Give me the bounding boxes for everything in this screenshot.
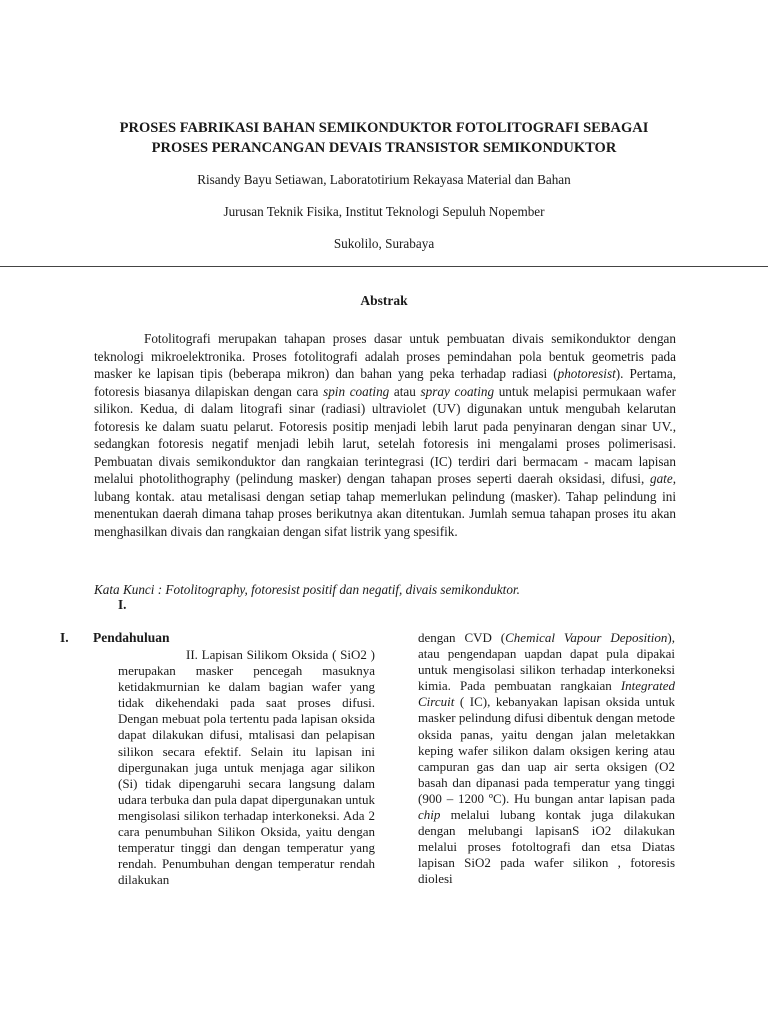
right-column-paragraph (418, 630, 675, 888)
section-title: Pendahuluan (93, 630, 170, 645)
body-emphasis: Integrated Circuit (418, 678, 675, 710)
abstract-emphasis: gate (649, 471, 673, 486)
header-divider (0, 266, 768, 267)
body-text: dengan CVD ( (418, 630, 506, 645)
title-line-1: PROSES FABRIKASI BAHAN SEMIKONDUKTOR FOTOLITOGRAFI SEBAGAI (119, 120, 649, 136)
right-column (418, 630, 675, 888)
abstract-text: , lubang kontak. atau metalisasi dengan setiap tahap memerlukan pelindung (masker). Tahap pelindung ini menentukan daerah dimana tahap proses berikutnya akan ditentukan. Jumlah semua tahapan proses itu akan menghasilkan divais dan rangkaian dengan sifat listrik yang spesifik. (94, 471, 676, 539)
body-text: ( IC), kebanyakan lapisan oksida untuk masker pelindung difusi dibentuk dengan metode oksida panas, yaitu dengan jalan meletakkan keping wafer silikon dalam oksigen kering atau campuran gas dan uap air serta oksigen (O2 basah dan dipanasi pada temperatur yang tinggi (900 – 1200 ºC). Hu bungan antar lapisan pada (418, 694, 675, 806)
section-number: I. (60, 630, 69, 645)
abstract-body (94, 330, 676, 540)
abstract-heading: Abstrak (360, 293, 408, 308)
paper-title (60, 118, 708, 158)
abstract-text: Fotolitografi merupakan tahapan proses dasar untuk pembuatan divais semikonduktor dengan teknologi mikroelektronika. Proses fotolitografi adalah proses pemindahan pola bentuk geometris pada masker ke lapisan tipis (beberapa mikron) dan bahan yang peka terhadap radiasi ( (94, 331, 676, 381)
body-emphasis: Chemical Vapour Deposition (505, 630, 668, 645)
stray-section-number: I. (118, 597, 127, 612)
abstract-text: ). Pertama, fotoresis biasanya dilapiskan dengan cara (94, 366, 676, 399)
abstract-emphasis: spin coating (323, 383, 390, 399)
department: Jurusan Teknik Fisika, Institut Teknologi Sepuluh Nopember (223, 204, 545, 219)
keywords: Kata Kunci : Fotolitography, fotoresist positif dan negatif, divais semikonduktor. (94, 582, 520, 597)
abstract-text: atau (389, 383, 421, 399)
abstract-emphasis: photoresist (557, 366, 616, 381)
abstract-text: untuk melapisi permukaan wafer silikon. Kedua, di dalam litografi sinar (radiasi) ultraviolet (UV) digunakan untuk mengubah kelarutan fotoresis ke dalam suatu pelarut. Fotoresis positip menjadi lebih larut pada penyinaran dengan sinar UV., sedangkan fotoresis negatif menjadi lebih larut, setelah fotoresis ini mengalami proses polimerisasi. Pembuatan divais semikonduktor dan rangkaian terintegrasi (IC) terdiri dari bermacam - macam lapisan melalui photolithography (pelindung masker) dengan tahapan proses seperti daerah oksidasi, difusi, (94, 383, 676, 486)
abstract-emphasis: spray coating (420, 383, 495, 399)
left-column-text: II. Lapisan Silikom Oksida ( SiO2 ) merupakan masker pencegah masuknya ketidakmurnian ke dalam bagian wafer yang tidak dikehendaki pada saat proses difusi. Dengan mebuat pola tertentu pada lapisan oksida dapat dilakukan difusi, mtalisasi dan pelapisan silikon secara efektif. Selain itu lapisan ini dipergunakan juga untuk menjaga agar silikon (Si) tidak dipengaruhi secara langsung dalam udara terbuka dan pula dapat dipergunakan untuk mengisolasi silikon terhadap interkoneksi. Ada 2 cara penumbuhan Silikon Oksida, yaitu dengan temperatur tinggi dan dengan temperatur yang rendah. Penumbuhan dengan temperatur rendah dilakukan (118, 647, 375, 888)
body-emphasis: chip (418, 807, 441, 823)
location: Sukolilo, Surabaya (333, 236, 435, 251)
title-line-2: PROSES PERANCANGAN DEVAIS TRANSISTOR SEMIKONDUKTOR (151, 140, 617, 156)
body-text: melalui lubang kontak juga dilakukan dengan melubangi lapisanS iO2 dilakukan melalui proses fotoltografi dan etsa Diatas lapisan SiO2 pada wafer silikon , fotoresis diolesi (418, 807, 675, 887)
author-affiliation: Risandy Bayu Setiawan, Laboratotirium Rekayasa Material dan Bahan (197, 172, 571, 187)
abstract-paragraph (94, 330, 676, 540)
left-column (118, 647, 375, 888)
body-text: ), atau pengendapan uapdan dapat pula dipakai untuk mengisolasi silikon terhadap interkoneksi kimia. Pada pembuatan rangkaian (418, 630, 675, 694)
